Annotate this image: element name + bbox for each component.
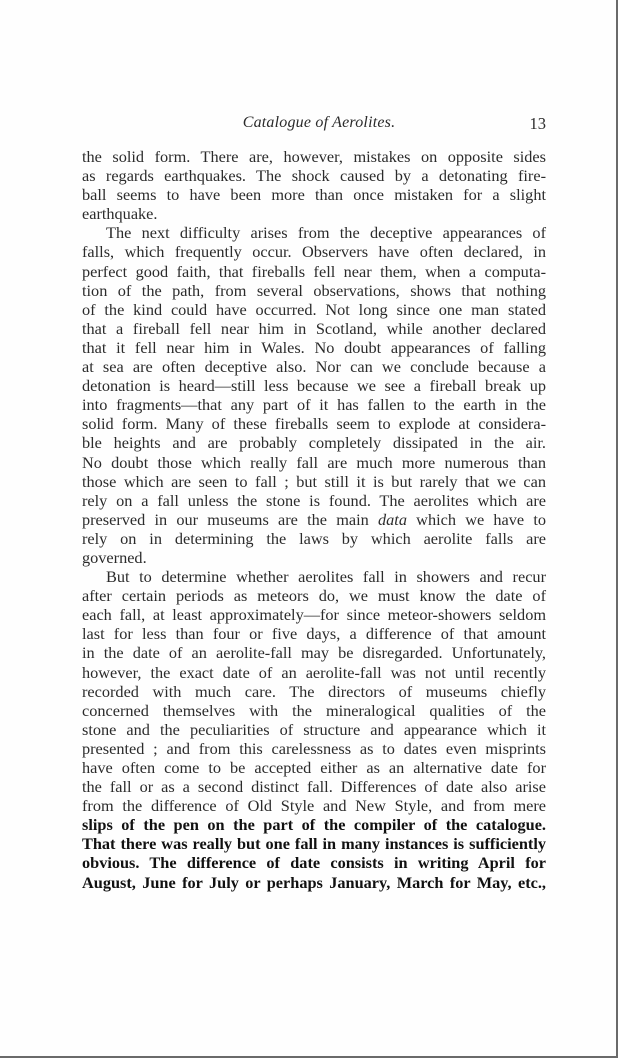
text-line: however, the exact date of an aerolite-fall was not until recently [82,662,546,682]
text-line: recorded with much care. The directors of museums chiefly [82,681,546,701]
text-line: earthquake. [82,204,158,224]
text-line: rely on a fall unless the stone is found. The aerolites which are [82,490,546,510]
text-line: the solid form. There are, however, mistakes on opposite sides [82,147,546,166]
paragraph-1 [82,147,546,223]
text-line: detonation is heard—still less because we see a fireball break up [82,376,546,396]
text-line: No doubt those which really fall are much more numerous than [82,452,546,472]
text-line: ble heights and are probably completely dissipated in the air. [82,433,546,453]
text-line: rely on in determining the laws by which aerolite falls are [82,528,546,548]
text-line: after certain periods as meteors do, we must know the date of [82,586,546,606]
text-line: falls, which frequently occur. Observers have often declared, in [82,242,546,262]
text-line: But to determine whether aerolites fall in showers and recur [106,567,546,587]
text-line: in the date of an aerolite-fall may be disregarded. Unfortunately, [82,643,546,663]
text-line: slips of the pen on the part of the compiler of the catalogue. [82,815,546,835]
text-line: those which are seen to fall ; but still it is but rarely that we can [82,471,546,491]
text-line: at sea are often deceptive also. Nor can we conclude because a [82,357,546,377]
text-line: from the difference of Old Style and New Style, and from mere [82,796,546,816]
italic-word-data: data [378,509,407,529]
text-line: that it fell near him in Wales. No doubt appearances of falling [82,337,546,357]
body-text [82,147,546,892]
text-line: concerned themselves with the mineralogical qualities of the [82,700,546,720]
text-line: August, June for July or perhaps January, March for May, etc., [82,872,546,892]
text-line: as regards earthquakes. The shock caused by a detonating fire- [82,166,546,186]
paragraph-2 [82,223,546,567]
text-line: last for less than four or five days, a difference of that amount [82,624,546,644]
running-title: Catalogue of Aerolites. [242,114,396,131]
text-line: that a fireball fell near him in Scotland, while another declared [82,318,546,338]
text-line: obvious. The difference of date consists in writing April for [82,853,546,873]
text-line: The next difficulty arises from the deceptive appearances of [106,223,546,243]
text-line: presented ; and from this carelessness as to dates even misprints [82,738,546,758]
text-line: the fall or as a second distinct fall. Differences of date also arise [82,777,546,797]
text-line: That there was really but one fall in many instances is sufficiently [82,834,546,854]
text-line-with-italic [82,510,546,529]
text-segment: preserved in our museums are the main [82,509,379,529]
text-line: of the kind could have occurred. Not long since one man stated [82,299,546,319]
page-number: 13 [529,114,546,133]
text-line: tion of the path, from several observations, shows that nothing [82,280,546,300]
text-line: ball seems to have been more than once mistaken for a slight [82,185,546,205]
text-line: governed. [82,547,147,567]
running-head [82,114,546,136]
paragraph-3 [82,567,546,892]
text-line: each fall, at least approximately—for since meteor-showers seldom [82,605,546,625]
text-line: into fragments—that any part of it has fallen to the earth in the [82,395,546,415]
text-line: have often come to be accepted either as an alternative date for [82,758,546,777]
text-segment: which we have to [406,509,547,529]
text-line: solid form. Many of these fireballs seem to explode at considera- [82,414,546,434]
text-line: stone and the peculiarities of structure and appearance which it [82,719,546,739]
text-line: perfect good faith, that fireballs fell near them, when a computa- [82,261,546,281]
